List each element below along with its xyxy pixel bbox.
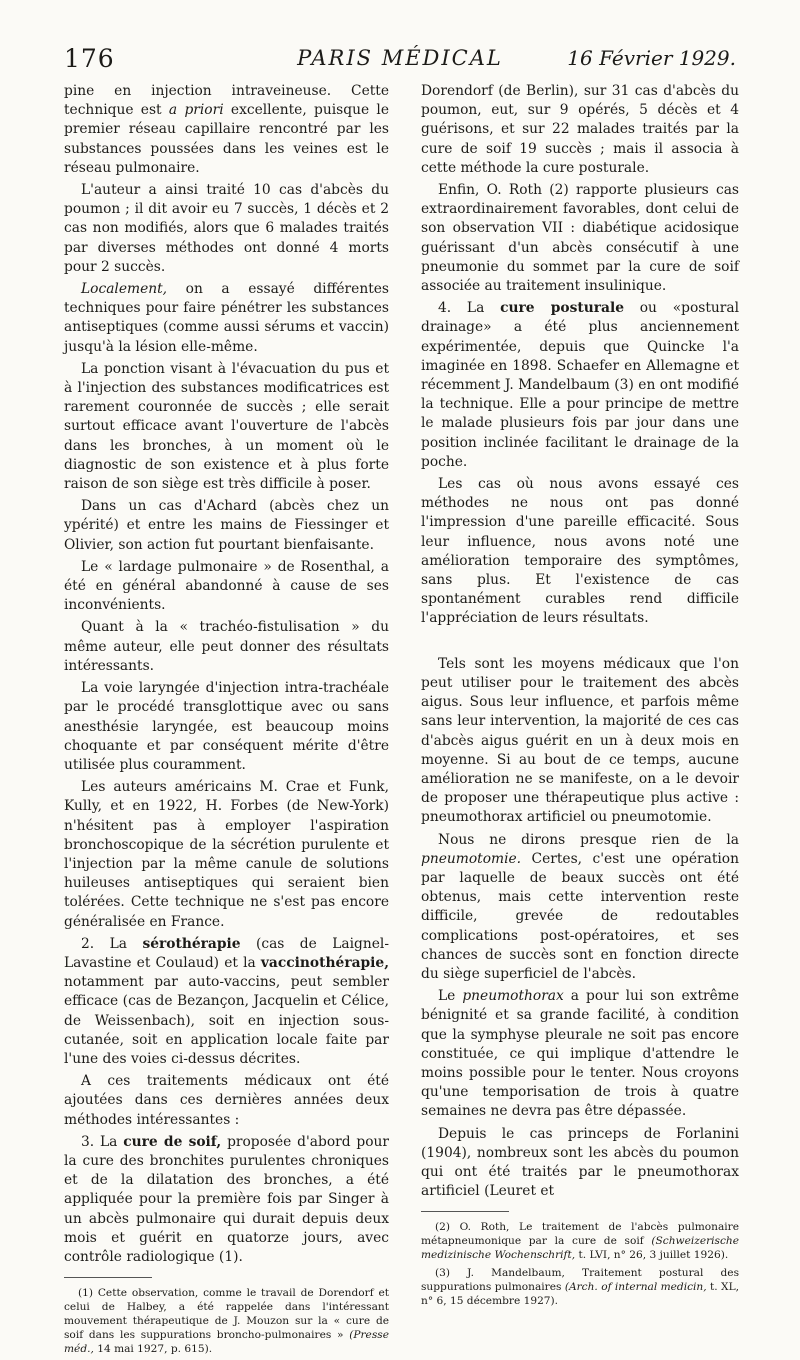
footnote-divider — [421, 1211, 509, 1212]
paragraph: Enfin, O. Roth (2) rapporte plusieurs cas extraordinairement favorables, dont celui de son observation VII : diabétique acidosique guérissant d'un abcès consécutif à une pneumonie du sommet par la cure de soif associée au traitement insulinique. — [421, 182, 739, 295]
footnote-1: (1) Cette observation, comme le travail de Dorendorf et celui de Halbey, a été rappelée dans l'intéressant mouvement thérapeutique de J. Mouzon sur la « cure de soif dans les suppurations broncho-pulmonaires » (Presse méd., 14 mai 1927, p. 615). — [64, 1287, 389, 1356]
paragraph: Le pneumothorax a pour lui son extrême bénignité et sa grande facilité, à condition que la symphyse pleurale ne soit pas encore constituée, ce qui implique d'attendre le moins possible pour le tenter. Nous croyons qu'une temporisation de trois à quatre semaines ne devra pas être dépassée. — [421, 988, 740, 1120]
right-column — [421, 82, 739, 1312]
paragraph: Les auteurs américains M. Crae et Funk, Kully, et en 1922, H. Forbes (de New-York) n'hésitent pas à employer l'aspiration bronchoscopique de la sécrétion purulente et l'injection par la même canule de solutions huileuses antiseptiques qui seraient bien tolérées. Cette technique ne s'est pas encore généralisée en France. — [64, 779, 389, 930]
page-number: 176 — [64, 44, 115, 73]
running-header — [64, 44, 736, 78]
paragraph: Dorendorf (de Berlin), sur 31 cas d'abcès du poumon, eut, sur 9 opérés, 5 décès et 4 guérisons, et sur 22 malades traités par la cure de soif 19 succès ; mais il associa à cette méthode la cure posturale. — [421, 83, 739, 176]
paragraph: Localement, on a essayé différentes techniques pour faire pénétrer les substances antiseptiques (comme aussi sérums et vaccin) jusqu'à la lésion elle-même. — [64, 281, 389, 355]
footnote-divider — [64, 1277, 152, 1278]
footnote-2: (2) O. Roth, Le traitement de l'abcès pulmonaire métapneumonique par la cure de soif (Schweizerische medizinische Wochenschrift, t. LVI, n° 26, 3 juillet 1926). — [421, 1221, 740, 1262]
paragraph: Les cas où nous avons essayé ces méthodes ne nous ont pas donné l'impression d'une pareille efficacité. Sous leur influence, nous avons noté une amélioration temporaire des symptômes, sans plus. Et l'existence de cas spontanément curables rend difficile l'appréciation de leurs résultats. — [421, 476, 739, 627]
paragraph: pine en injection intraveineuse. Cette technique est a priori excellente, puisque le premier réseau capillaire rencontré par les substances poussées dans les veines est le réseau pulmonaire. — [64, 83, 390, 176]
paragraph: Dans un cas d'Achard (abcès chez un ypérité) et entre les mains de Fiessinger et Olivier, son action fut pourtant bienfaisante. — [64, 498, 389, 553]
paragraph: Nous ne dirons presque rien de la pneumotomie. Certes, c'est une opération par laquelle de beaux succès ont été obtenus, mais cette intervention reste difficile, grevée de redoutables complications post-opératoires, et ses chances de succès sont en fonction directe du siège superficiel de l'abcès. — [421, 831, 739, 982]
paragraph: Le « lardage pulmonaire » de Rosenthal, a été en général abandonné à cause de ses inconvénients. — [64, 558, 389, 614]
paragraph: La voie laryngée d'injection intra-trachéale par le procédé transglottique avec ou sans anesthésie laryngée, est beaucoup moins choquante et par conséquent mérite d'être utilisée plus couramment. — [64, 680, 389, 773]
left-column — [64, 82, 389, 1360]
paragraph: Tels sont les moyens médicaux que l'on peut utiliser pour le traitement des abcès aigus. Sous leur influence, et parfois même sans leur intervention, la majorité de ces cas d'abcès aigus guérit en un à deux mois en moyenne. Si au bout de ce temps, aucune amélioration ne se manifeste, on a le devoir de proposer une thérapeutique plus active : pneumothorax artificiel ou pneumotomie. — [421, 655, 739, 826]
issue-date: 16 Février 1929. — [567, 46, 736, 70]
paragraph: Depuis le cas princeps de Forlanini (1904), nombreux sont les abcès du poumon qui ont été traités par le pneumothorax artificiel (Leuret et — [421, 1125, 739, 1200]
paragraph: Quant à la « trachéo-fistulisation » du même auteur, elle peut donner des résultats intéressants. — [64, 619, 389, 674]
paragraph: La ponction visant à l'évacuation du pus et à l'injection des substances modificatrices est rarement couronnée de succès ; elle serait surtout efficace avant l'ouverture de l'abcès dans les bronches, à un moment où le diagnostic de son existence et à plus forte raison de son siège est très difficile à poser. — [64, 360, 389, 493]
paragraph: 2. La sérothérapie (cas de Laignel-Lavastine et Coulaud) et la vaccinothérapie, notamment par auto-vaccins, peut sembler efficace (cas de Bezançon, Jacquelin et Célice, de Weissenbach), soit en injection sous-cutanée, soit en application locale faite par l'une des voies ci-dessus décrites. — [64, 935, 389, 1067]
paragraph: L'auteur a ainsi traité 10 cas d'abcès du poumon ; il dit avoir eu 7 succès, 1 décès et 2 cas non modifiés, alors que 6 malades traités par diverses méthodes ont donné 4 morts pour 2 succès. — [64, 182, 389, 275]
paragraph: A ces traitements médicaux ont été ajoutées dans ces dernières années deux méthodes intéressantes : — [64, 1073, 389, 1128]
paragraph: 4. La cure posturale ou «postural drainage» a été plus anciennement expérimentée, depuis que Quincke l'a imaginée en 1898. Schaefer en Allemagne et récemment J. Mandelbaum (3) en ont modifié la technique. Elle a pour principe de mettre le malade plusieurs fois par jour dans une position inclinée facilitant le drainage de la poche. — [421, 300, 740, 470]
journal-title: PARIS MÉDICAL — [297, 46, 503, 70]
paragraph: 3. La cure de soif, proposée d'abord pour la cure des bronchites purulentes chroniques et de la dilatation des bronches, a été appliquée pour la première fois par Singer à un abcès pulmonaire qui durait depuis deux mois et guérit en quatorze jours, avec contrôle radiologique (1). — [64, 1133, 390, 1265]
footnote-3: (3) J. Mandelbaum, Traitement postural des suppurations pulmonaires (Arch. of internal medicin, t. XL, n° 6, 15 décembre 1927). — [421, 1267, 740, 1308]
